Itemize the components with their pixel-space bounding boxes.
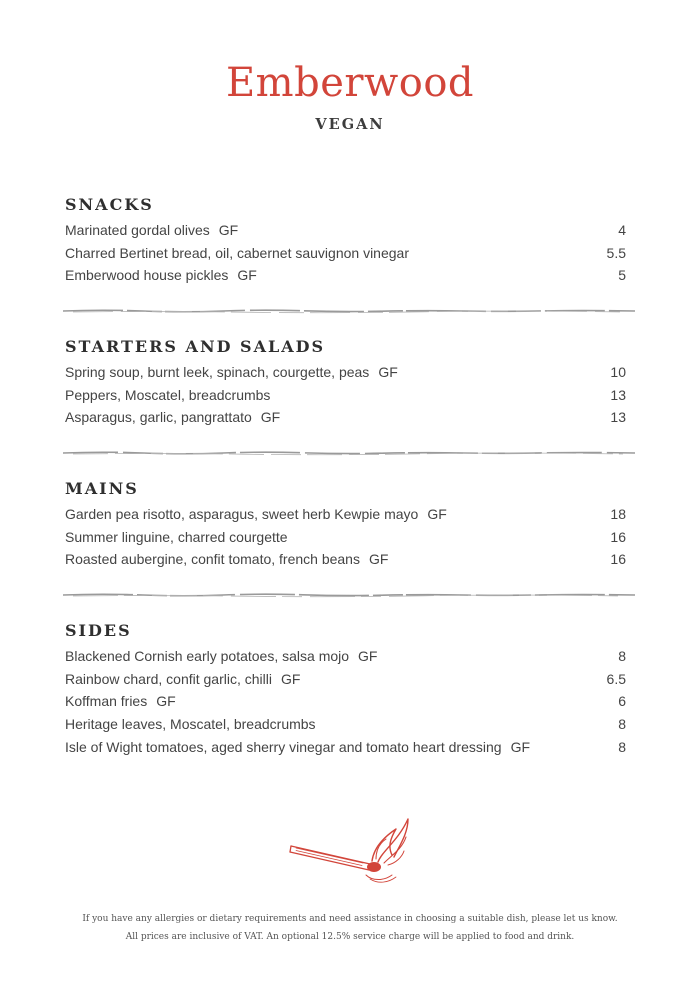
menu-item — [65, 387, 626, 410]
menu-item — [65, 529, 626, 552]
item-name: Marinated gordal olives — [65, 222, 210, 238]
menu-item — [65, 671, 626, 694]
menu-item — [65, 506, 626, 529]
item-name-group — [65, 245, 409, 261]
item-name-group — [65, 739, 530, 755]
menu-title: VEGAN — [315, 116, 385, 133]
item-name-group — [65, 529, 288, 545]
menu-item — [65, 409, 626, 432]
item-price: 4 — [618, 222, 626, 238]
section-snacks — [65, 196, 626, 290]
item-name: Peppers, Moscatel, breadcrumbs — [65, 386, 271, 403]
item-name-group — [65, 387, 270, 403]
menu-item — [65, 716, 626, 739]
gf-tag: GF — [260, 409, 281, 426]
section-divider — [63, 450, 635, 456]
gf-tag: GF — [378, 364, 398, 380]
gf-tag: GF — [218, 222, 239, 238]
item-price: 10 — [610, 364, 626, 380]
item-name-group — [65, 409, 280, 425]
lit-match-icon — [288, 815, 413, 885]
gf-tag: GF — [427, 506, 447, 522]
gf-tag: GF — [358, 648, 378, 664]
section-starters — [65, 338, 626, 432]
item-name: Emberwood house pickles — [65, 267, 229, 284]
item-name-group — [65, 506, 447, 522]
item-name: Rainbow chard, confit garlic, chilli — [65, 670, 272, 687]
item-price: 13 — [610, 409, 626, 426]
item-price: 5 — [618, 267, 626, 284]
item-name: Heritage leaves, Moscatel, breadcrumbs — [65, 716, 316, 733]
section-title: SNACKS — [65, 195, 154, 214]
vat-notice: All prices are inclusive of VAT. An optional 12.5% service charge will be applied to food and drink. — [125, 932, 575, 942]
section-divider — [63, 592, 635, 598]
item-name: Blackened Cornish early potatoes, salsa mojo — [65, 648, 350, 664]
item-name-group — [65, 222, 238, 238]
section-title: MAINS — [65, 479, 139, 498]
gf-tag: GF — [280, 670, 301, 687]
item-name-group — [65, 364, 398, 380]
item-price: 8 — [618, 716, 626, 733]
allergy-notice: If you have any allergies or dietary requirements and need assistance in choosing a suitable dish, please let us know. — [82, 914, 618, 924]
section-title: SIDES — [65, 621, 132, 640]
gf-tag: GF — [368, 551, 389, 568]
item-name: Roasted aubergine, confit tomato, french beans — [65, 551, 360, 568]
item-name-group — [65, 671, 300, 687]
item-name: Koffman fries — [65, 693, 148, 710]
menu-item — [65, 364, 626, 387]
item-name: Asparagus, garlic, pangrattato — [65, 409, 252, 426]
item-name-group — [65, 716, 316, 732]
item-name: Charred Bertinet bread, oil, cabernet sauvignon vinegar — [65, 244, 409, 261]
gf-tag: GF — [237, 267, 257, 284]
item-name: Garden pea risotto, asparagus, sweet herb Kewpie mayo — [65, 506, 419, 522]
menu-item — [65, 267, 626, 290]
menu-item — [65, 551, 626, 574]
item-name-group — [65, 693, 176, 709]
item-price: 16 — [610, 528, 626, 545]
item-name: Summer linguine, charred courgette — [65, 528, 288, 545]
item-price: 6 — [618, 693, 626, 710]
gf-tag: GF — [156, 693, 176, 710]
item-name-group — [65, 648, 378, 664]
item-price: 16 — [610, 551, 626, 568]
item-price: 8 — [618, 738, 626, 755]
menu-item — [65, 648, 626, 671]
item-price: 6.5 — [606, 670, 626, 687]
section-title: STARTERS AND SALADS — [65, 337, 326, 356]
menu-item — [65, 693, 626, 716]
section-sides — [65, 622, 626, 761]
item-name-group — [65, 551, 388, 567]
item-name: Isle of Wight tomatoes, aged sherry vinegar and tomato heart dressing — [65, 738, 502, 755]
item-name-group — [65, 267, 257, 283]
section-divider — [63, 308, 635, 314]
item-name: Spring soup, burnt leek, spinach, courgette, peas — [65, 364, 370, 380]
item-price: 13 — [610, 386, 626, 403]
section-mains — [65, 480, 626, 574]
item-price: 5.5 — [606, 244, 626, 261]
menu-item — [65, 739, 626, 762]
item-price: 18 — [610, 506, 626, 522]
restaurant-name: Emberwood — [225, 60, 475, 106]
menu-item — [65, 222, 626, 245]
gf-tag: GF — [510, 738, 531, 755]
menu-item — [65, 245, 626, 268]
item-price: 8 — [618, 648, 626, 664]
